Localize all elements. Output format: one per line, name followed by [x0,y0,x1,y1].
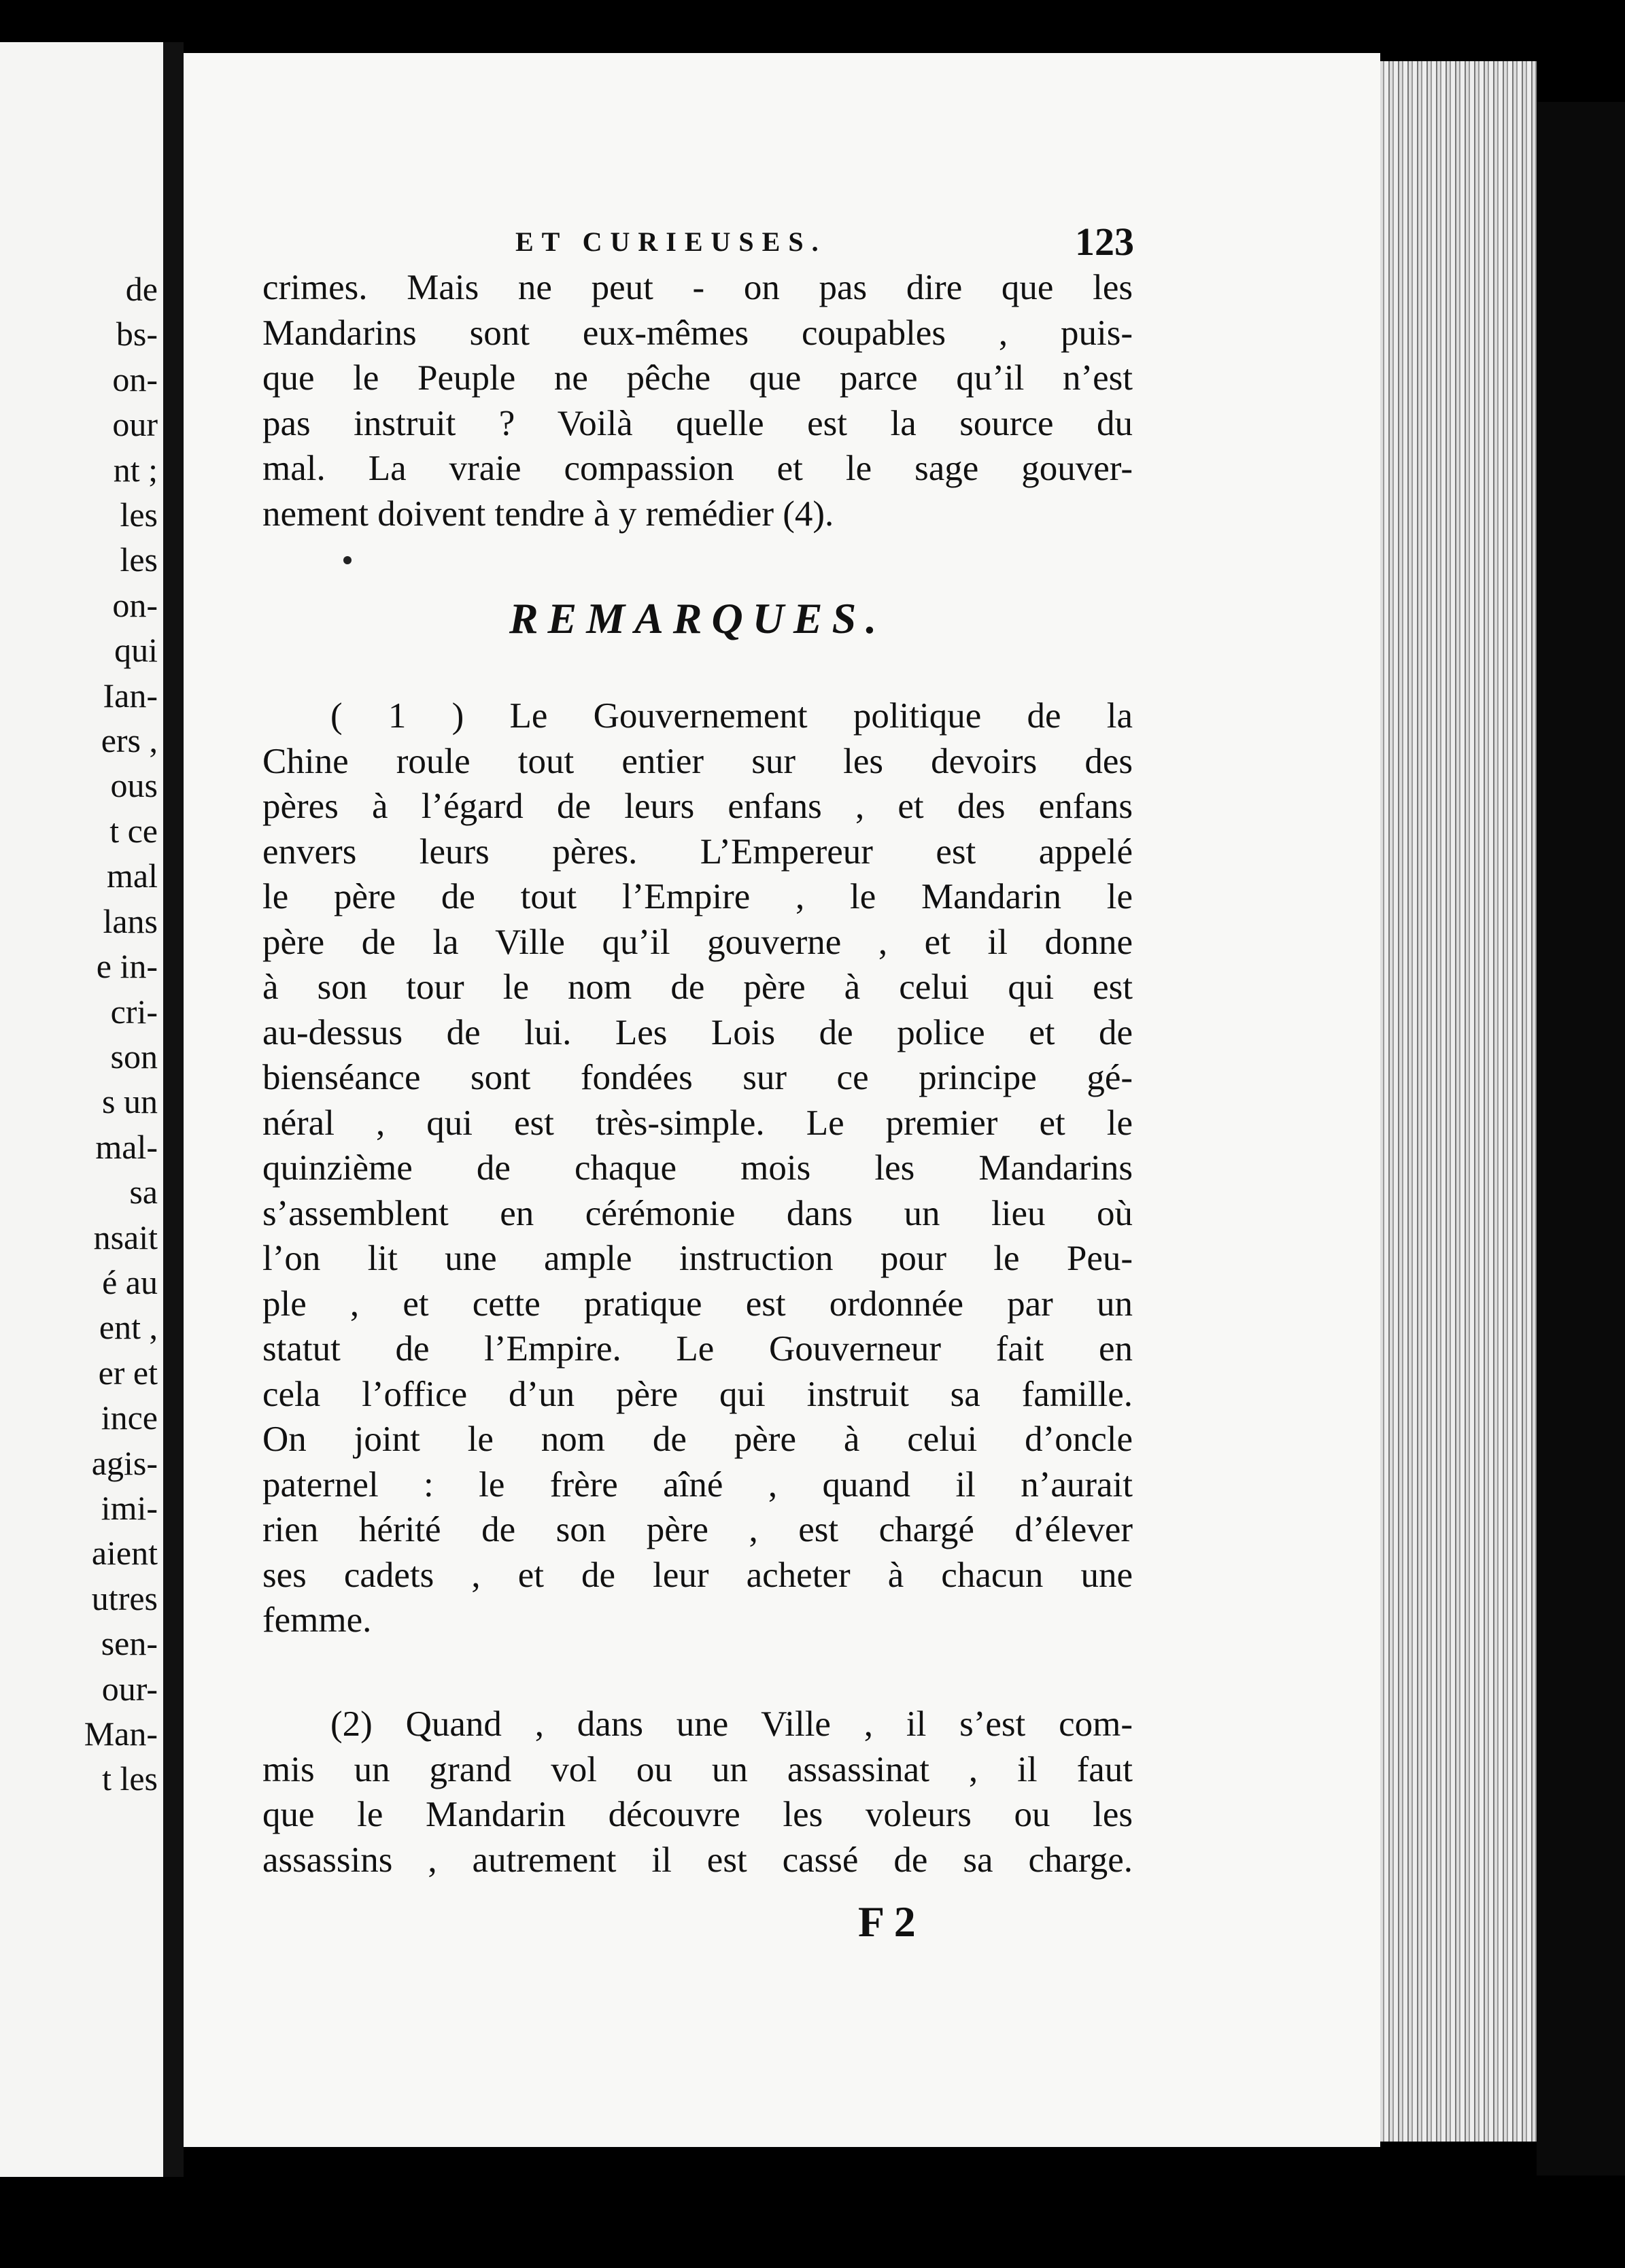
book-gutter [163,42,184,2177]
text-line: au-dessus de lui. Les Lois de police et de [262,1012,1133,1052]
facing-page-line: son [110,1037,158,1076]
page-edges [1380,61,1537,2142]
page-number: 123 [1075,220,1134,264]
facing-page-line: mal- [95,1127,158,1166]
facing-page-line: s un [102,1082,158,1121]
facing-page-line: de [125,270,158,308]
facing-page-line: ous [110,766,158,805]
text-line: s’assemblent en cérémonie dans un lieu où [262,1193,1133,1233]
facing-page-line: ent , [99,1308,158,1347]
book-cover-edge [1537,102,1625,2176]
text-line: pas instruit ? Voilà quelle est la source du [262,403,1133,443]
facing-page-line: utres [91,1579,158,1617]
text-line: quinzième de chaque mois les Mandarins [262,1148,1133,1188]
text-line: envers leurs pères. L’Empereur est appelé [262,831,1133,872]
facing-page-line: t ce [109,811,158,850]
text-line: (2) Quand , dans une Ville , il s’est com- [330,1704,1133,1744]
facing-page-text [84,267,158,1802]
remark-1 [262,693,1133,1643]
text-line: nement doivent tendre à y remédier (4). [262,494,834,534]
signature-mark: F 2 [858,1897,916,1946]
remark-2 [262,1702,1133,1883]
facing-page-line: our [112,405,158,444]
text-line: rien hérité de son père , est chargé d’élever [262,1510,1133,1549]
facing-page-line: on- [112,360,158,398]
facing-page-line: les [120,540,158,579]
facing-page-line: er et [98,1353,158,1392]
facing-page-left [0,42,163,2177]
text-line: à son tour le nom de père à celui qui est [262,967,1133,1007]
facing-page-line: mal [107,857,158,895]
facing-page-line: on- [112,585,158,624]
text-line: ple , et cette pratique est ordonnée par un [262,1284,1133,1324]
facing-page-line: nsait [93,1218,158,1256]
text-line: mis un grand vol ou un assassinat , il faut [262,1749,1133,1789]
facing-page-line: sen- [101,1624,158,1663]
facing-page-line: bs- [116,315,158,354]
facing-page-line: aient [91,1534,158,1573]
facing-page-line: Ian- [103,676,158,715]
facing-page-line: imi- [101,1488,158,1527]
text-line: le père de tout l’Empire , le Mandarin le [262,877,1133,916]
facing-page-line: e in- [96,947,158,986]
text-line: pères à l’égard de leurs enfans , et des enfans [262,787,1133,826]
facing-page-line: our- [101,1669,158,1708]
text-line: néral , qui est très-simple. Le premier et le [262,1103,1133,1143]
text-line: ( 1 ) Le Gouvernement politique de la [330,696,1133,736]
text-line: Chine roule tout entier sur les devoirs des [262,741,1133,781]
text-line: paternel : le frère aîné , quand il n’aurait [262,1464,1133,1505]
facing-page-line: é au [102,1262,158,1301]
text-line: On joint le nom de père à celui d’oncle [262,1420,1133,1459]
text-line: l’on lit une ample instruction pour le Peu- [262,1239,1133,1278]
text-line: ses cadets , et de leur acheter à chacun une [262,1555,1133,1595]
text-line: bienséance sont fondées sur ce principe gé- [262,1058,1133,1097]
facing-page-line: ince [101,1398,158,1437]
section-heading: REMARQUES. [509,594,887,642]
facing-page-line: ers , [101,721,158,760]
text-line: crimes. Mais ne peut - on pas dire que les [262,268,1133,307]
text-line: mal. La vraie compassion et le sage gouver- [262,449,1133,488]
text-line: père de la Ville qu’il gouverne , et il donne [262,922,1133,962]
facing-page-line: lans [103,901,158,940]
facing-page-line: Man- [84,1715,158,1753]
stray-dot [343,556,352,564]
facing-page-line: nt ; [113,450,158,489]
facing-page-line: t les [102,1759,158,1798]
text-line: femme. [262,1600,372,1640]
facing-page-line: cri- [110,992,158,1031]
facing-page-line: qui [114,631,158,670]
text-line: assassins , autrement il est cassé de sa charge. [262,1840,1133,1880]
text-line: que le Mandarin découvre les voleurs ou les [262,1795,1133,1834]
text-line: cela l’office d’un père qui instruit sa famille. [262,1374,1133,1414]
facing-page-line: les [120,496,158,534]
text-line: Mandarins sont eux-mêmes coupables , puis- [262,313,1133,353]
text-line: que le Peuple ne pêche que parce qu’il n’est [262,358,1133,398]
running-head [332,219,1134,267]
intro-paragraph [262,265,1133,536]
facing-page-line: agis- [91,1443,158,1482]
facing-page-line: sa [129,1173,158,1212]
text-line: statut de l’Empire. Le Gouverneur fait en [262,1329,1133,1369]
running-title: ET CURIEUSES. [515,226,827,257]
